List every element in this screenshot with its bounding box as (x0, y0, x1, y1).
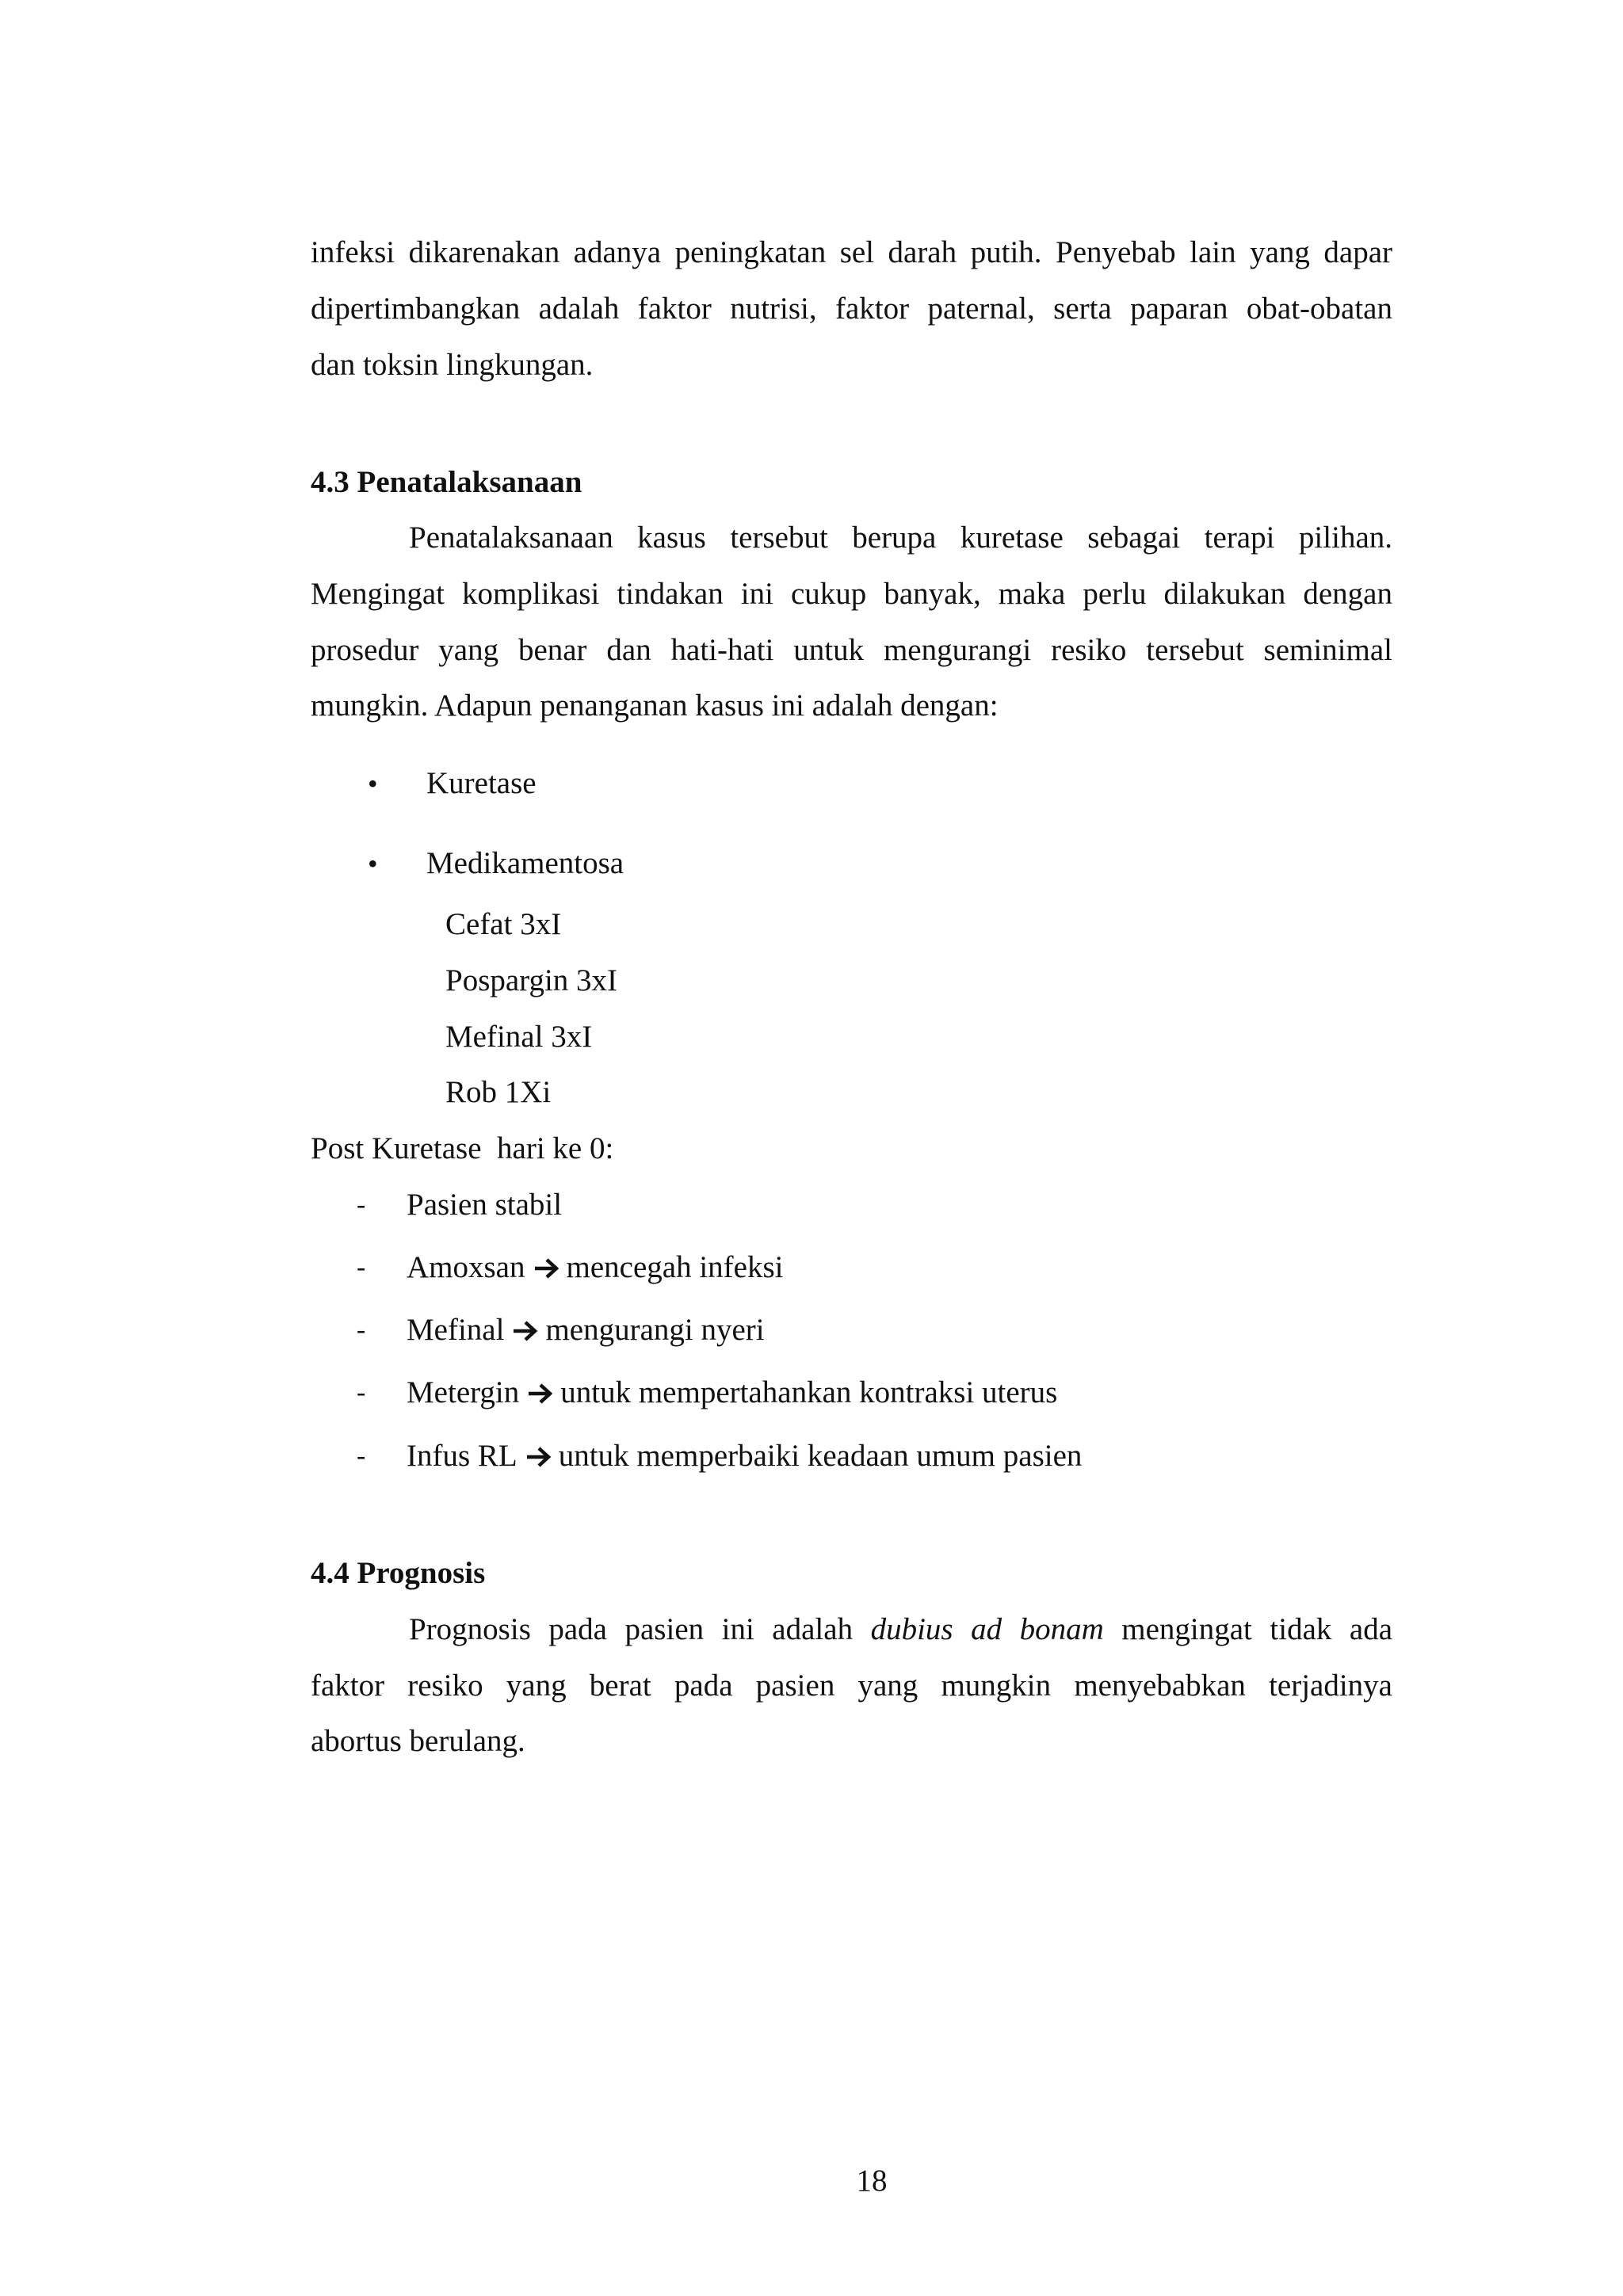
paragraph-line: mungkin. Adapun penanganan kasus ini adalah dengan: (311, 688, 999, 723)
post-item-name: Amoxsan (407, 1250, 525, 1284)
post-item-desc: mengurangi nyeri (545, 1313, 765, 1347)
paragraph-line: faktor resiko yang berat pada pasien yang mungkin menyebabkan terjadinya (311, 1669, 1392, 1703)
post-item (407, 1375, 1057, 1413)
section-heading: 4.3 Penatalaksanaan (311, 465, 582, 499)
post-item (407, 1312, 765, 1351)
dash-marker: - (357, 1378, 366, 1407)
bullet-icon: • (368, 768, 378, 799)
post-item-desc: untuk memperbaiki keadaan umum pasien (558, 1439, 1083, 1473)
medication-item: Cefat 3xI (445, 907, 562, 941)
page-number: 18 (856, 2164, 888, 2198)
section-heading: 4.4 Prognosis (311, 1556, 486, 1590)
paragraph-line: abortus berulang. (311, 1724, 525, 1758)
bullet-icon: • (368, 848, 378, 879)
dash-marker: - (357, 1315, 366, 1344)
post-item-name: Pasien stabil (407, 1188, 563, 1222)
post-item-name: Metergin (407, 1375, 520, 1409)
paragraph-line: infeksi dikarenakan adanya peningkatan sel darah putih. Penyebab lain yang dapar (311, 235, 1392, 269)
post-item (407, 1438, 1082, 1477)
right-arrow-icon (533, 1252, 560, 1288)
paragraph-line: dan toksin lingkungan. (311, 348, 594, 382)
paragraph-line: dipertimbangkan adalah faktor nutrisi, faktor paternal, serta paparan obat-obatan (311, 292, 1392, 326)
paragraph-line: Mengingat komplikasi tindakan ini cukup banyak, maka perlu dilakukan dengan (311, 577, 1392, 611)
post-item-desc: mencegah infeksi (566, 1250, 784, 1284)
post-item-name: Mefinal (407, 1313, 505, 1347)
medication-item: Mefinal 3xI (445, 1020, 593, 1054)
medication-item: Rob 1Xi (445, 1075, 552, 1109)
post-item (407, 1249, 783, 1288)
dash-marker: - (357, 1253, 366, 1282)
paragraph-text: Prognosis pada pasien ini adalah (409, 1612, 871, 1646)
dash-marker: - (357, 1190, 366, 1219)
post-kuretase-title: Post Kuretase hari ke 0: (311, 1131, 614, 1165)
right-arrow-icon (527, 1377, 554, 1413)
medication-item: Pospargin 3xI (445, 963, 618, 997)
post-item-name: Infus RL (407, 1439, 517, 1473)
paragraph-line: prosedur yang benar dan hati-hati untuk mengurangi resiko tersebut seminimal (311, 633, 1392, 667)
right-arrow-icon (525, 1440, 552, 1477)
paragraph-line: Penatalaksanaan kasus tersebut berupa kuretase sebagai terapi pilihan. (409, 521, 1392, 555)
bullet-item: Medikamentosa (426, 846, 624, 880)
paragraph-line (409, 1611, 1392, 1648)
italic-term: dubius ad bonam (870, 1612, 1104, 1646)
bullet-item: Kuretase (426, 766, 537, 800)
post-item-desc: untuk mempertahankan kontraksi uterus (560, 1375, 1058, 1409)
post-item (407, 1187, 562, 1223)
right-arrow-icon (512, 1314, 539, 1351)
dash-marker: - (357, 1441, 366, 1470)
paragraph-text: mengingat tidak ada (1103, 1612, 1392, 1646)
